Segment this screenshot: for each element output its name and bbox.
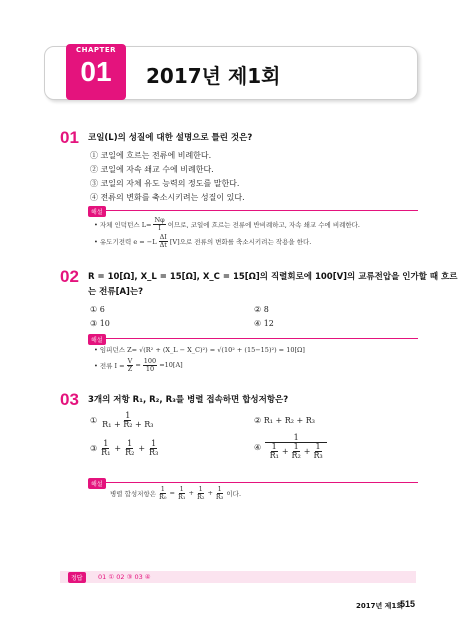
denominator: 10 <box>145 364 155 373</box>
chapter-number: 01 <box>80 56 112 87</box>
option-mark: ④ <box>254 442 262 452</box>
option: ① 6 <box>90 305 105 314</box>
numerator: 1 <box>271 442 277 451</box>
numerator: 1 <box>127 439 133 448</box>
denominator: R₀ <box>159 492 167 501</box>
equals-sign: = <box>169 489 175 497</box>
denominator: R₂ <box>291 451 301 460</box>
question-text: 는 전류[A]는? <box>88 287 144 297</box>
solution-tag: 해설 <box>88 334 106 345</box>
answer-tag: 정답 <box>68 572 86 583</box>
fraction <box>124 440 135 457</box>
answer-text: 01 ① 02 ③ 03 ④ <box>98 573 151 581</box>
denominator: R₃ <box>215 492 224 501</box>
denominator: R₁ <box>177 492 186 501</box>
option: ① 코일에 흐르는 전류에 비례한다. <box>90 151 212 160</box>
solution-tag: 해설 <box>88 206 106 217</box>
option <box>254 434 327 460</box>
fraction <box>269 443 280 460</box>
denominator: R₃ <box>149 448 159 457</box>
fraction <box>158 486 168 500</box>
numerator: 1 <box>125 411 131 420</box>
option: ④ 12 <box>254 319 274 328</box>
fraction <box>148 440 159 457</box>
chapter-title: 2017년 제1회 <box>146 64 281 88</box>
option: ③ 10 <box>90 319 110 328</box>
denominator: R₁ + R₂ + R₃ <box>102 420 154 429</box>
option: ② R₁ + R₂ + R₃ <box>254 416 315 425</box>
solution-text: • 임피던스 Z= √(R² + (X_L − X_C)²) = √(10² + (15−15)²) = 10[Ω] <box>94 346 305 354</box>
fraction <box>291 443 302 460</box>
solution-line <box>94 358 183 372</box>
denominator <box>268 443 325 460</box>
solution-line <box>94 217 360 231</box>
plus-sign: + <box>138 444 146 453</box>
numerator: 1 <box>315 442 321 451</box>
solution-text: 이다. <box>226 489 242 498</box>
numerator: 1 <box>151 439 157 448</box>
numerator: 1 <box>179 485 184 493</box>
numerator: 100 <box>143 357 157 365</box>
solution-text: [V]으로 전류의 변화를 축소시키려는 작용을 한다. <box>169 237 312 246</box>
solution-text: • 유도기전력 e = −L <box>94 237 157 246</box>
fraction <box>159 234 168 248</box>
denominator: R₁ <box>269 451 279 460</box>
question-text: 3개의 저항 R₁, R₂, R₃를 병렬 접속하면 합성저항은? <box>88 395 289 405</box>
question-text: R = 10[Ω], X_L = 15[Ω], X_C = 15[Ω]의 직렬회로에 100[V]의 교류전압을 인가할 때 흐르 <box>88 272 458 282</box>
numerator: Nφ <box>154 216 165 224</box>
page-number: 515 <box>400 599 416 609</box>
option-mark: ③ <box>90 444 98 453</box>
numerator: 1 <box>198 485 203 493</box>
solution-text: 이므로, 코일에 흐르는 전류에 반비례하고, 자속 쇄교 수에 비례한다. <box>167 220 360 229</box>
denominator: R₃ <box>313 451 323 460</box>
numerator: 1 <box>217 485 222 493</box>
numerator: 1 <box>293 442 299 451</box>
fraction <box>177 486 187 500</box>
solution-text: • 자체 인덕턴스 L= <box>94 220 152 229</box>
chapter-label: CHAPTER <box>76 46 116 54</box>
solution-text: = <box>135 361 141 369</box>
plus-sign: + <box>281 446 289 456</box>
numerator: ΔI <box>159 233 167 241</box>
question-text: 코일(L)의 성질에 대한 설명으로 틀린 것은? <box>88 133 253 143</box>
denominator: R₁ <box>101 448 111 457</box>
option-mark: ① <box>90 416 98 425</box>
option <box>90 412 154 429</box>
option: ③ 코일의 자체 유도 능력의 정도를 말한다. <box>90 179 240 188</box>
denominator: Z <box>127 364 133 373</box>
fraction <box>143 358 157 372</box>
fraction <box>100 440 111 457</box>
question-number: 01 <box>60 128 79 147</box>
plus-sign: + <box>207 489 213 497</box>
fraction <box>265 434 327 460</box>
question-number: 03 <box>60 390 79 409</box>
question-number: 02 <box>60 267 79 286</box>
plus-sign: + <box>188 489 194 497</box>
fraction <box>312 443 323 460</box>
numerator: 1 <box>160 485 165 493</box>
numerator: 1 <box>103 439 109 448</box>
denominator: Δt <box>159 240 167 249</box>
fraction <box>215 486 225 500</box>
denominator: R₂ <box>196 492 205 501</box>
denominator: I <box>158 223 161 232</box>
option: ② 8 <box>254 305 269 314</box>
fraction <box>196 486 206 500</box>
numerator: V <box>127 357 133 365</box>
solution-line <box>110 486 241 500</box>
numerator: 1 <box>265 434 327 443</box>
fraction <box>153 217 165 231</box>
solution-text: • 전류 I = <box>94 361 125 370</box>
solution-tag: 해설 <box>88 478 106 489</box>
plus-sign: + <box>114 444 122 453</box>
option: ④ 전류의 변화를 축소시키려는 성질이 있다. <box>90 193 245 202</box>
plus-sign: + <box>303 446 311 456</box>
footer-title: 2017년 제1회 <box>356 602 404 610</box>
solution-line <box>94 234 311 248</box>
fraction <box>101 412 154 429</box>
option <box>90 440 159 457</box>
fraction <box>127 358 134 372</box>
solution-text: 병렬 합성저항은 <box>110 489 157 498</box>
option: ② 코일에 자속 쇄교 수에 비례한다. <box>90 165 214 174</box>
denominator: R₂ <box>125 448 135 457</box>
solution-text: =10[A] <box>159 361 183 369</box>
